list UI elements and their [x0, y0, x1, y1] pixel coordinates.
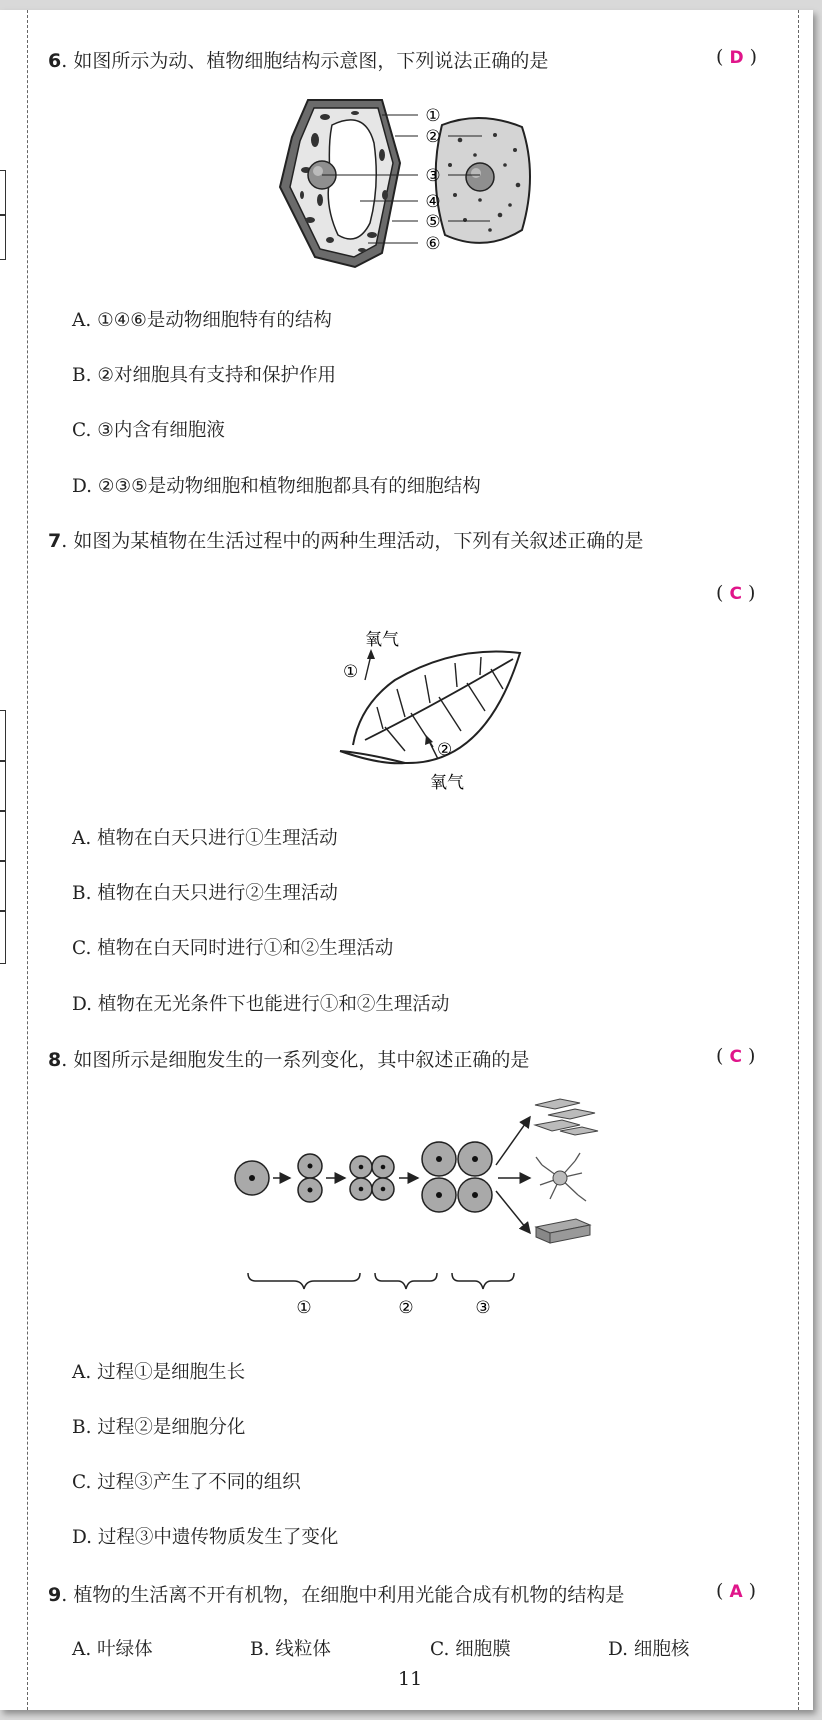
question-7-stem: 7. 如图为某植物在生活过程中的两种生理活动，下列有关叙述正确的是: [48, 530, 644, 552]
leaf-label-bottom-gas: 氧气: [430, 773, 464, 793]
cell-label-3: ③: [425, 166, 441, 186]
question-7-option-b: B. 植物在白天只进行②生理活动: [72, 883, 338, 904]
adjacent-page-fragment: [0, 860, 6, 912]
process-label-1: ①: [296, 1298, 312, 1318]
cell-division-diagram: [230, 1095, 620, 1325]
adjacent-page-fragment: [0, 214, 6, 260]
adjacent-page-fragment: [0, 910, 6, 964]
worksheet-page: [0, 10, 813, 1710]
cell-label-4: ④: [425, 192, 441, 212]
cell-label-6: ⑥: [425, 234, 441, 254]
process-label-3: ③: [475, 1298, 491, 1318]
cell-label-2: ②: [425, 127, 441, 147]
question-8-option-d: D. 过程③中遗传物质发生了变化: [72, 1527, 339, 1548]
question-7-option-a: A. 植物在白天只进行①生理活动: [72, 828, 338, 849]
animal-cell: [436, 118, 530, 243]
leaf-label-2: ②: [437, 740, 453, 760]
adjacent-page-fragment: [0, 760, 6, 812]
leaf-label-1: ①: [343, 662, 359, 682]
adjacent-page-fragment: [0, 170, 6, 216]
adjacent-page-fragment: [0, 810, 6, 862]
question-6-option-d: D. ②③⑤是动物细胞和植物细胞都具有的细胞结构: [72, 476, 481, 497]
question-9-option-b: B. 线粒体: [250, 1639, 331, 1660]
question-9-option-c: C. 细胞膜: [430, 1639, 511, 1660]
question-9-option-a: A. 叶绿体: [72, 1639, 153, 1660]
question-6-option-a: A. ①④⑥是动物细胞特有的结构: [72, 310, 332, 331]
question-7-option-c: C. 植物在白天同时进行①和②生理活动: [72, 938, 394, 959]
leaf-label-top-gas: 氧气: [365, 630, 399, 650]
cell-label-1: ①: [425, 106, 441, 126]
question-8-option-c: C. 过程③产生了不同的组织: [72, 1472, 301, 1493]
page-number: 11: [398, 1668, 423, 1690]
question-7-answer: ( C ): [716, 582, 756, 604]
left-dashed-margin: [27, 10, 28, 1710]
question-6-option-c: C. ③内含有细胞液: [72, 420, 225, 441]
question-8-option-b: B. 过程②是细胞分化: [72, 1417, 246, 1438]
process-label-2: ②: [398, 1298, 414, 1318]
question-9-answer: ( A ): [716, 1580, 757, 1602]
question-9-stem: 9. 植物的生活离不开有机物，在细胞中利用光能合成有机物的结构是: [48, 1584, 625, 1606]
question-7-option-d: D. 植物在无光条件下也能进行①和②生理活动: [72, 994, 450, 1015]
plant-cell: [280, 100, 400, 267]
cell-diagram: [270, 95, 580, 275]
question-9-option-d: D. 细胞核: [608, 1639, 690, 1660]
question-8-option-a: A. 过程①是细胞生长: [72, 1362, 246, 1383]
leaf-diagram: [335, 625, 535, 800]
question-8-answer: ( C ): [716, 1045, 756, 1067]
question-6-answer: ( D ): [716, 46, 758, 68]
question-6-option-b: B. ②对细胞具有支持和保护作用: [72, 365, 336, 386]
right-dashed-margin: [798, 10, 799, 1710]
adjacent-page-fragment: [0, 710, 6, 762]
question-6-stem: 6. 如图所示为动、植物细胞结构示意图，下列说法正确的是: [48, 50, 549, 72]
cell-label-5: ⑤: [425, 212, 441, 232]
question-8-stem: 8. 如图所示是细胞发生的一系列变化，其中叙述正确的是: [48, 1049, 530, 1071]
